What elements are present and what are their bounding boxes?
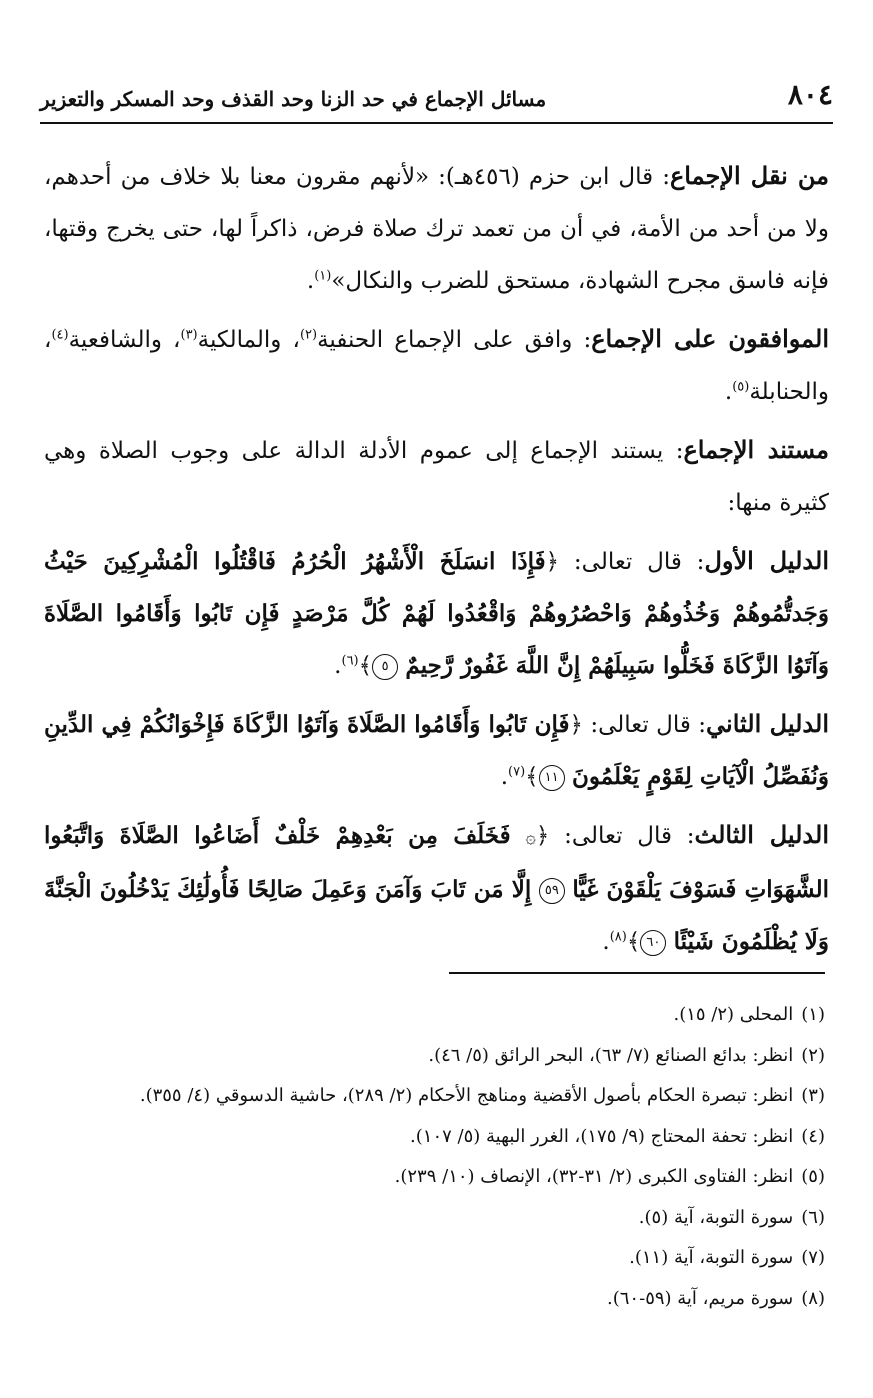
paragraph-second-evidence <box>44 698 829 803</box>
evidence-intro: : قال تعالى: ﴿ <box>535 823 695 849</box>
quran-verse: فَإِن تَابُوا وَأَقَامُوا الصَّلَاةَ وَآتَوُا الزَّكَاةَ فَإِخْوَانُكُمْ فِي الدِّينِ وَنُفَصِّلُ الْآيَاتِ لِقَوْمٍ يَعْلَمُونَ <box>44 711 829 790</box>
paragraph-text: : قال ابن حزم (٤٥٦هـ): «لأنهم مقرون معنا بلا خلاف من أحدهم، ولا من أحد من الأمة، في أن من تعمد ترك صلاة فرض، ذاكراً لها، حتى يخرج وقتها، فإنه فاسق مجرح الشهادة، مستحق للضرب والنكال» <box>44 164 829 294</box>
ayah-number-marker: ١١ <box>539 765 565 791</box>
quran-close-bracket: ﴾ <box>626 929 641 955</box>
header-rule <box>40 122 833 124</box>
quran-verse: فَإِذَا انسَلَخَ الْأَشْهُرُ الْحُرُمُ فَاقْتُلُوا الْمُشْرِكِينَ حَيْثُ وَجَدتُّمُوهُمْ وَخُذُوهُمْ وَاحْصُرُوهُمْ وَاقْعُدُوا لَهُمْ كُلَّ مَرْصَدٍ فَإِن تَابُوا وَأَقَامُوا الصَّلَاةَ وَآتَوُا الزَّكَاةَ فَخَلُّوا سَبِيلَهُمْ إِنَّ اللَّهَ غَفُورٌ رَّحِيمٌ <box>44 548 829 679</box>
footnote-text: انظر: تبصرة الحكام بأصول الأقضية ومناهج الأحكام (٢/ ٢٨٩)، حاشية الدسوقي (٤/ ٣٥٥). <box>139 1085 794 1106</box>
quran-close-bracket: ﴾ <box>525 764 539 790</box>
footnote-text: سورة مريم، آية (٥٩-٦٠). <box>607 1287 794 1309</box>
footnote-ref[interactable]: (٢) <box>299 327 318 343</box>
label-second-evidence: الدليل الثاني <box>706 709 829 738</box>
footnote-number: (٦) <box>801 1206 825 1228</box>
evidence-intro: : قال تعالى: ﴿ <box>569 712 707 738</box>
label-first-evidence: الدليل الأول <box>704 546 829 575</box>
paragraph-third-evidence <box>44 809 829 968</box>
running-title: مسائل الإجماع في حد الزنا وحد القذف وحد المسكر والتعزير <box>40 87 547 111</box>
evidence-intro: : قال تعالى: ﴿ <box>545 549 705 575</box>
footnote-number: (١) <box>801 1004 825 1025</box>
paragraph-text: : يستند الإجماع إلى عموم الأدلة الدالة على وجوب الصلاة وهي كثيرة منها: <box>44 438 829 516</box>
footnotes <box>44 995 825 1319</box>
footnote-ref[interactable]: (١) <box>314 268 332 284</box>
page-header <box>40 78 833 117</box>
main-text <box>44 150 829 974</box>
rub-el-hizb-icon: ۞ <box>525 827 536 848</box>
footnote-item <box>44 1279 825 1320</box>
footnote-separator <box>449 972 825 974</box>
footnote-text: انظر: بدائع الصنائع (٧/ ٦٣)، البحر الرائق (٥/ ٤٦). <box>428 1044 794 1066</box>
footnote-text: المحلى (٢/ ١٥). <box>673 1004 794 1025</box>
quran-close-bracket: ﴾ <box>358 653 373 679</box>
label-third-evidence: الدليل الثالث <box>694 820 830 849</box>
footnote-ref[interactable]: (٤) <box>51 327 69 343</box>
paragraph-text: : وافق على الإجماع الحنفية <box>317 327 592 353</box>
quran-verse: فَخَلَفَ مِن بَعْدِهِمْ خَلْفٌ أَضَاعُوا الصَّلَاةَ وَاتَّبَعُوا الشَّهَوَاتِ فَسَوْفَ يَلْقَوْنَ غَيًّا <box>44 822 830 903</box>
footnote-item <box>44 1238 825 1279</box>
footnote-ref[interactable]: (٥) <box>732 379 750 395</box>
ayah-number-marker: ٦٠ <box>640 930 666 956</box>
footnote-item <box>44 1036 825 1077</box>
period: . <box>724 379 733 405</box>
footnote-number: (٢) <box>801 1044 825 1066</box>
label-ijma-basis: مستند الإجماع <box>683 435 829 464</box>
quran-verse: إِلَّا مَن تَابَ وَآمَنَ وَعَمِلَ صَالِحًا فَأُولَٰئِكَ يَدْخُلُونَ الْجَنَّةَ وَلَا يُظْلَمُونَ شَيْئًا <box>44 876 829 955</box>
footnote-ref[interactable]: (٧) <box>508 764 526 780</box>
footnote-ref[interactable]: (٨) <box>609 929 627 945</box>
period: . <box>334 653 342 679</box>
ayah-number-marker: ٥ <box>372 654 398 680</box>
paragraph-ijma-basis <box>44 424 829 529</box>
period: . <box>602 929 610 955</box>
paragraph-first-evidence <box>44 535 829 692</box>
footnote-ref[interactable]: (٦) <box>341 653 359 669</box>
paragraph-text: ، والحنابلة <box>44 327 829 405</box>
footnote-number: (٣) <box>801 1085 825 1106</box>
period: . <box>500 764 509 790</box>
paragraph-text: ، والمالكية <box>197 327 300 353</box>
footnote-item <box>44 1157 825 1198</box>
footnote-text: انظر: الفتاوى الكبرى (٢/ ٣١-٣٢)، الإنصاف (١٠/ ٢٣٩). <box>394 1166 794 1187</box>
footnote-item <box>44 1117 825 1158</box>
paragraph-ijma-transmission <box>44 150 829 307</box>
ayah-number-marker: ٥٩ <box>539 878 565 904</box>
paragraph-text: ، والشافعية <box>68 327 181 353</box>
footnote-text: سورة التوبة، آية (١١). <box>629 1247 794 1268</box>
paragraph-agreeing-schools <box>44 313 829 418</box>
footnote-number: (٧) <box>801 1247 825 1268</box>
footnote-item <box>44 1076 825 1117</box>
label-ijma-transmission: من نقل الإجماع <box>669 161 829 190</box>
footnote-text: سورة التوبة، آية (٥). <box>638 1206 794 1228</box>
footnote-number: (٤) <box>801 1125 825 1147</box>
footnote-text: انظر: تحفة المحتاج (٩/ ١٧٥)، الغرر البهية (٥/ ١٠٧). <box>410 1125 794 1147</box>
footnote-item <box>44 1198 825 1239</box>
label-agreeing-schools: الموافقون على الإجماع <box>591 324 829 353</box>
period: . <box>306 268 315 294</box>
footnote-item <box>44 995 825 1036</box>
footnote-number: (٥) <box>801 1166 825 1187</box>
footnote-ref[interactable]: (٣) <box>180 327 198 343</box>
footnote-number: (٨) <box>801 1287 825 1309</box>
page-number: ٨٠٤ <box>787 78 833 111</box>
